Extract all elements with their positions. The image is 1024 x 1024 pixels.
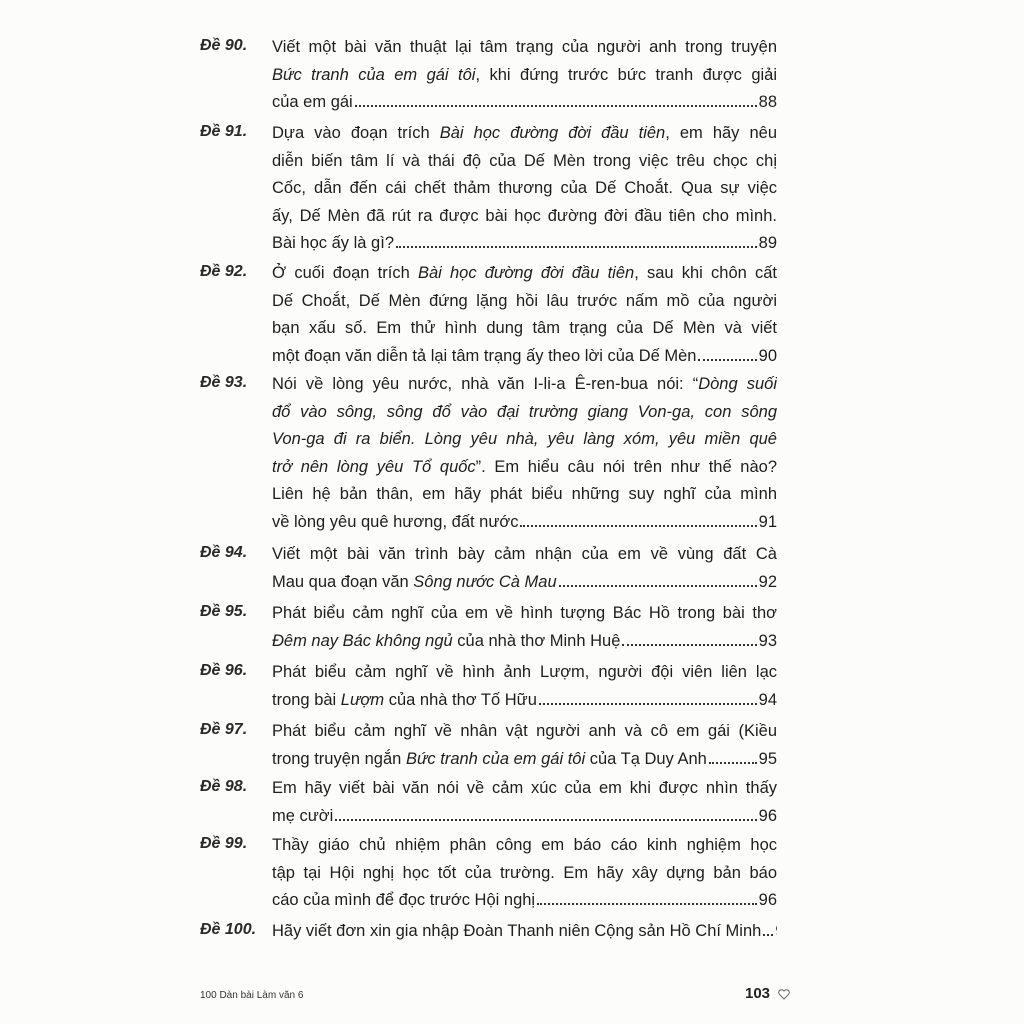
footer-book-title: 100 Dàn bài Làm văn 6 bbox=[200, 990, 304, 1001]
toc-page-number: 93 bbox=[758, 631, 777, 650]
dot-leader bbox=[539, 703, 757, 705]
dot-leader bbox=[559, 585, 757, 587]
toc-entry-line bbox=[272, 62, 777, 90]
text-run: , khi đứng trước bức tranh được giải bbox=[475, 65, 777, 84]
text-run: Phát biểu cảm nghĩ về nhân vật người anh và cô em gái (Kiều bbox=[272, 722, 777, 740]
text-run: cáo của mình để đọc trước Hội nghị bbox=[272, 891, 536, 909]
toc-entry-last-line bbox=[272, 887, 777, 915]
toc-entry-line bbox=[272, 860, 777, 888]
toc-entry-text bbox=[272, 718, 777, 773]
toc-entry-line-text bbox=[272, 230, 394, 258]
text-run: trong truyện ngắn bbox=[272, 749, 406, 768]
text-run: của Tạ Duy Anh bbox=[585, 749, 707, 768]
text-run: Hãy viết đơn xin gia nhập Đoàn Thanh niên Cộng sản Hồ Chí Minh bbox=[272, 922, 762, 940]
text-run: , em hãy nêu bbox=[665, 124, 777, 142]
text-run: một đoạn văn diễn tả lại tâm trạng ấy theo lời của Dế Mèn bbox=[272, 346, 697, 365]
text-run: Liên hệ bản thân, em hãy phát biểu những suy nghĩ của mình bbox=[272, 485, 777, 503]
footer-page-number: 103 bbox=[745, 985, 771, 1002]
toc-entry-last-line bbox=[272, 746, 777, 774]
italic-title: Bài học đường đời đầu tiên bbox=[417, 264, 635, 282]
text-run: Ở cuối đoạn trích bbox=[272, 264, 418, 282]
toc-entry bbox=[200, 832, 780, 919]
toc-entry-label: Đề 93. bbox=[200, 374, 248, 391]
text-run: của nhà thơ Minh Huệ bbox=[452, 631, 621, 650]
toc-entry-label: Đề 100. bbox=[200, 921, 257, 938]
toc-entry bbox=[200, 34, 780, 121]
toc-entry-line bbox=[272, 718, 777, 746]
toc-entry-label: Đề 96. bbox=[200, 662, 248, 679]
text-run: Phát biểu cảm nghĩ về hình ảnh Lượm, người đội viên liên lạc bbox=[272, 663, 777, 681]
toc-entry-last-line bbox=[272, 343, 777, 371]
toc-entry-text bbox=[272, 371, 777, 536]
text-run: Bài học ấy là gì? bbox=[272, 234, 394, 252]
toc-entry-text bbox=[272, 34, 777, 117]
toc-entry-line-text bbox=[272, 89, 353, 117]
text-run: Dựa vào đoạn trích bbox=[272, 124, 440, 142]
toc-entry-line bbox=[272, 175, 777, 203]
toc-page-number bbox=[775, 918, 777, 946]
dot-leader bbox=[335, 819, 756, 821]
toc-entry-line bbox=[272, 288, 777, 316]
text-run: Phát biểu cảm nghĩ của em về hình tượng Bác Hồ trong bài thơ bbox=[272, 604, 777, 622]
text-run: Em hãy viết bài văn nói về cảm xúc của em khi được nhìn thấy bbox=[272, 779, 777, 797]
dot-leader bbox=[355, 105, 757, 107]
toc-entry-line-text bbox=[272, 509, 518, 537]
toc-entry-line-text bbox=[272, 918, 761, 946]
toc-entry-text bbox=[272, 541, 777, 596]
toc-entry-last-line bbox=[272, 803, 777, 831]
dot-leader bbox=[709, 762, 757, 764]
toc-entry-last-line bbox=[272, 918, 777, 946]
toc-page-number: 89 bbox=[758, 234, 777, 252]
dot-leader bbox=[520, 525, 756, 527]
toc-entry-line bbox=[272, 120, 777, 148]
italic-title: Đêm nay Bác không ngủ bbox=[272, 631, 453, 650]
toc-entry bbox=[200, 918, 780, 950]
text-run: Dế Choắt, Dế Mèn đứng lặng hồi lâu trước nấm mồ của người bbox=[272, 291, 777, 310]
toc-entry-label: Đề 99. bbox=[200, 835, 248, 852]
toc-entry-last-line bbox=[272, 509, 777, 537]
toc-entry-line-text bbox=[272, 803, 333, 831]
toc-entry-line bbox=[272, 371, 777, 399]
toc-entry-last-line bbox=[272, 569, 777, 597]
toc-entry-line bbox=[272, 454, 777, 482]
toc-entry bbox=[200, 371, 780, 540]
dot-leader bbox=[698, 359, 756, 361]
text-run: diễn biến tâm lí và thái độ của Dế Mèn trong việc trêu chọc chị bbox=[272, 151, 777, 170]
italic-title: Bức tranh của em gái tôi bbox=[272, 65, 476, 84]
dot-leader bbox=[622, 644, 756, 646]
toc-entry-line-text bbox=[272, 569, 557, 597]
italic-title: Dòng suối bbox=[698, 375, 777, 393]
text-run: Viết một bài văn trình bày cảm nhận của em về vùng đất Cà bbox=[272, 545, 777, 563]
text-run: Thầy giáo chủ nhiệm phân công em báo cáo kinh nghiệm học bbox=[272, 836, 777, 854]
italic-title: Sông nước Cà Mau bbox=[413, 572, 557, 591]
toc-page-number: 88 bbox=[758, 93, 777, 111]
toc-entry-line bbox=[272, 315, 777, 343]
text-run: Cốc, dẫn đến cái chết thảm thương của Dế Choắt. Qua sự việc bbox=[272, 179, 777, 197]
toc-entry-text bbox=[272, 775, 777, 830]
text-run: , sau khi chôn cất bbox=[634, 264, 777, 282]
toc-entry-label: Đề 98. bbox=[200, 778, 248, 795]
text-run: ”. Em hiểu câu nói trên như thế nào? bbox=[475, 457, 777, 476]
text-run: Nói về lòng yêu nước, nhà văn I-li-a Ê-ren-bua nói: “ bbox=[272, 375, 699, 393]
toc-page-number: 91 bbox=[758, 512, 777, 531]
toc-entry-line-text bbox=[272, 628, 620, 656]
toc-entry-text bbox=[272, 832, 777, 915]
toc-entry-line-text bbox=[272, 746, 707, 774]
toc-entry bbox=[200, 600, 780, 659]
toc-entry-line bbox=[272, 775, 777, 803]
toc-entry-line bbox=[272, 426, 777, 454]
toc-page-number: 90 bbox=[758, 346, 777, 365]
toc-entry-last-line bbox=[272, 628, 777, 656]
text-run: mẹ cười bbox=[272, 806, 334, 825]
toc-entry-line-text bbox=[272, 687, 537, 715]
toc-entry bbox=[200, 718, 780, 777]
dot-leader bbox=[396, 246, 757, 248]
toc-entry bbox=[200, 659, 780, 718]
toc-entry-label: Đề 90. bbox=[200, 37, 248, 54]
toc-page-number: 95 bbox=[758, 749, 777, 768]
toc-entry-label: Đề 91. bbox=[200, 123, 248, 140]
toc-entry-label: Đề 92. bbox=[200, 263, 248, 280]
toc-page-number: 96 bbox=[758, 891, 777, 909]
toc-entry-line-text bbox=[272, 887, 535, 915]
toc-page-number: 96 bbox=[758, 806, 777, 825]
text-run: bạn xấu số. Em thử hình dung tâm trạng của Dế Mèn và viết bbox=[272, 319, 777, 337]
toc-entry-line bbox=[272, 34, 777, 62]
toc-entry-line bbox=[272, 481, 777, 509]
toc-entry-line bbox=[272, 541, 777, 569]
text-run: về lòng yêu quê hương, đất nước bbox=[272, 512, 519, 531]
toc-entry-line bbox=[272, 399, 777, 427]
dot-leader bbox=[763, 934, 773, 936]
toc-entry-line bbox=[272, 659, 777, 687]
text-run: trong bài bbox=[272, 690, 341, 709]
toc-entry bbox=[200, 260, 780, 374]
toc-entry-line bbox=[272, 148, 777, 176]
italic-title: Lượm bbox=[340, 690, 385, 709]
toc-entry-label: Đề 95. bbox=[200, 603, 248, 620]
toc-entry-line-text bbox=[272, 343, 696, 371]
toc-entry-text bbox=[272, 659, 777, 714]
toc-entry-line bbox=[272, 203, 777, 231]
italic-title: Bức tranh của em gái tôi bbox=[405, 749, 586, 768]
toc-entry-text bbox=[272, 918, 777, 946]
text-run: ấy, Dế Mèn đã rút ra được bài học đường đời đầu tiên cho mình. bbox=[272, 206, 777, 225]
toc-entry-text bbox=[272, 600, 777, 655]
italic-title: Von-ga đi ra biển. Lòng yêu nhà, yêu làng xóm, yêu miền quê bbox=[272, 430, 777, 448]
text-run: của em gái bbox=[272, 93, 353, 111]
heart-icon bbox=[778, 989, 790, 1000]
toc-page-number: 92 bbox=[758, 572, 777, 591]
toc-entry-last-line bbox=[272, 89, 777, 117]
toc-entry-line bbox=[272, 600, 777, 628]
toc-entry-last-line bbox=[272, 230, 777, 258]
italic-title: trở nên lòng yêu Tổ quốc bbox=[272, 457, 476, 476]
toc-page-number: 94 bbox=[758, 690, 777, 709]
text-run: của nhà thơ Tố Hữu bbox=[384, 690, 537, 709]
text-run: Viết một bài văn thuật lại tâm trạng của người anh trong truyện bbox=[272, 38, 777, 56]
toc-entry-text bbox=[272, 260, 777, 370]
toc-entry-label: Đề 94. bbox=[200, 544, 248, 561]
toc-entry-last-line bbox=[272, 687, 777, 715]
italic-title: đổ vào sông, sông đổ vào đại trường giang Von-ga, con sông bbox=[272, 402, 777, 421]
toc-entry bbox=[200, 541, 780, 600]
toc-entry-text bbox=[272, 120, 777, 258]
toc-entry bbox=[200, 775, 780, 834]
dot-leader bbox=[537, 903, 757, 905]
text-run: Mau qua đoạn văn bbox=[272, 572, 414, 591]
italic-title: Bài học đường đời đầu tiên bbox=[439, 124, 666, 142]
toc-entry-label: Đề 97. bbox=[200, 721, 248, 738]
toc-entry-line bbox=[272, 832, 777, 860]
toc-entry-line bbox=[272, 260, 777, 288]
text-run: tập tại Hội nghị học tốt của trường. Em hãy xây dựng bản báo bbox=[272, 863, 777, 882]
toc-entry bbox=[200, 120, 780, 262]
